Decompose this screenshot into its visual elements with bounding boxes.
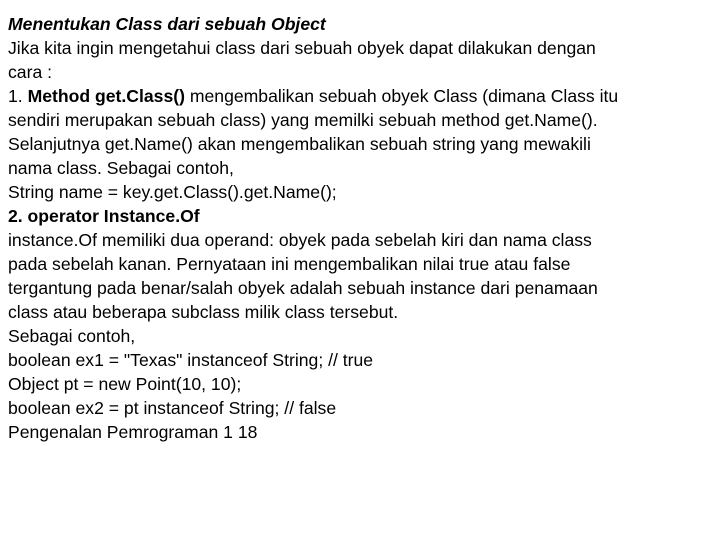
slide-title: Menentukan Class dari sebuah Object xyxy=(8,14,326,34)
item2-line-5: Sebagai contoh, xyxy=(8,326,136,346)
item1-code-example: String name = key.get.Class().get.Name(); xyxy=(8,182,337,202)
intro-line-1: Jika kita ingin mengetahui class dari sebuah obyek dapat dilakukan dengan xyxy=(8,38,596,58)
footer-text: Pengenalan Pemrograman 1 18 xyxy=(8,422,258,442)
item2-line-4: class atau beberapa subclass milik class tersebut. xyxy=(8,302,399,322)
intro-line-2: cara : xyxy=(8,62,53,82)
item2-code-line-3: boolean ex2 = pt instanceof String; // false xyxy=(8,398,337,418)
item1-line-2: Selanjutnya get.Name() akan mengembalikan sebuah string yang mewakili xyxy=(8,134,591,154)
item2-line-2: pada sebelah kanan. Pernyataan ini mengembalikan nilai true atau false xyxy=(8,254,571,274)
item1-line-3: nama class. Sebagai contoh, xyxy=(8,158,234,178)
item2-line-1: instance.Of memiliki dua operand: obyek pada sebelah kiri dan nama class xyxy=(8,230,592,250)
item2-heading: 2. operator Instance.Of xyxy=(8,206,200,226)
item2-code-line-1: boolean ex1 = "Texas" instanceof String; // true xyxy=(8,350,374,370)
item2-line-3: tergantung pada benar/salah obyek adalah sebuah instance dari penamaan xyxy=(8,278,598,298)
item1-heading: Method get.Class() xyxy=(27,86,185,106)
item2-code-line-2: Object pt = new Point(10, 10); xyxy=(8,374,242,394)
item1-number: 1. xyxy=(8,86,23,106)
item1-first-line xyxy=(8,84,720,108)
item1-line-1: sendiri merupakan sebuah class) yang memilki sebuah method get.Name(). xyxy=(8,110,598,130)
item1-text-after-heading: mengembalikan sebuah obyek Class (dimana Class itu xyxy=(184,86,619,106)
